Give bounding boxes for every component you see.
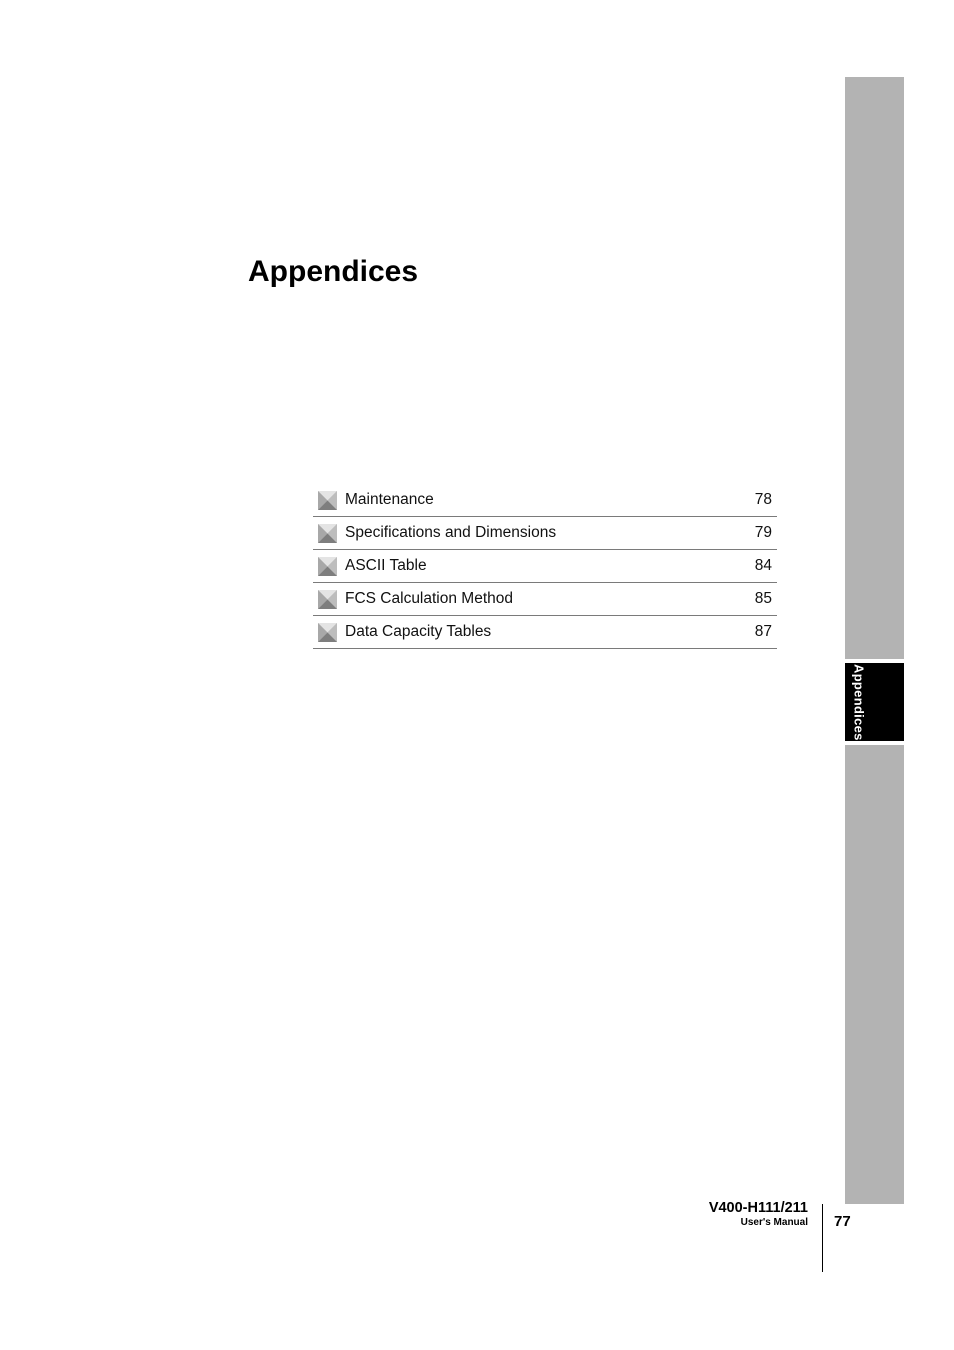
gray-diamond-square-icon bbox=[318, 524, 337, 543]
gray-diamond-square-icon bbox=[318, 623, 337, 642]
toc-entry-label: FCS Calculation Method bbox=[345, 590, 513, 607]
gray-diamond-square-icon bbox=[318, 491, 337, 510]
toc-entry-maintenance[interactable] bbox=[313, 484, 777, 517]
gray-diamond-square-icon bbox=[318, 557, 337, 576]
toc-entry-label: Data Capacity Tables bbox=[345, 623, 492, 640]
footer-manual-label: User's Manual bbox=[740, 1217, 808, 1228]
toc-entry-specifications-and-dimensions[interactable] bbox=[313, 517, 777, 550]
toc-entry-fcs-calculation-method[interactable] bbox=[313, 583, 777, 616]
toc-entry-label: ASCII Table bbox=[345, 557, 427, 574]
toc-entry-page: 84 bbox=[754, 557, 772, 574]
toc-entry-page: 85 bbox=[754, 590, 772, 607]
toc-entry-ascii-table[interactable] bbox=[313, 550, 777, 583]
toc-entry-label: Maintenance bbox=[345, 491, 434, 508]
table-of-contents bbox=[313, 484, 777, 649]
page-number: 77 bbox=[834, 1213, 851, 1230]
footer-model-name: V400-H111/211 bbox=[708, 1200, 808, 1216]
toc-entry-page: 78 bbox=[754, 491, 772, 508]
gray-diamond-square-icon bbox=[318, 590, 337, 609]
side-tab-label-wrapper bbox=[849, 663, 869, 741]
toc-entry-label: Specifications and Dimensions bbox=[345, 524, 557, 541]
side-tab-upper-band bbox=[845, 77, 904, 659]
side-tab-lower-band bbox=[845, 745, 904, 1204]
chapter-title: Appendices bbox=[248, 255, 419, 288]
toc-entry-page: 87 bbox=[754, 623, 772, 640]
toc-entry-page: 79 bbox=[754, 524, 772, 541]
footer-divider bbox=[822, 1204, 823, 1272]
toc-entry-data-capacity-tables[interactable] bbox=[313, 616, 777, 649]
side-tab-label: Appendices bbox=[851, 663, 867, 741]
